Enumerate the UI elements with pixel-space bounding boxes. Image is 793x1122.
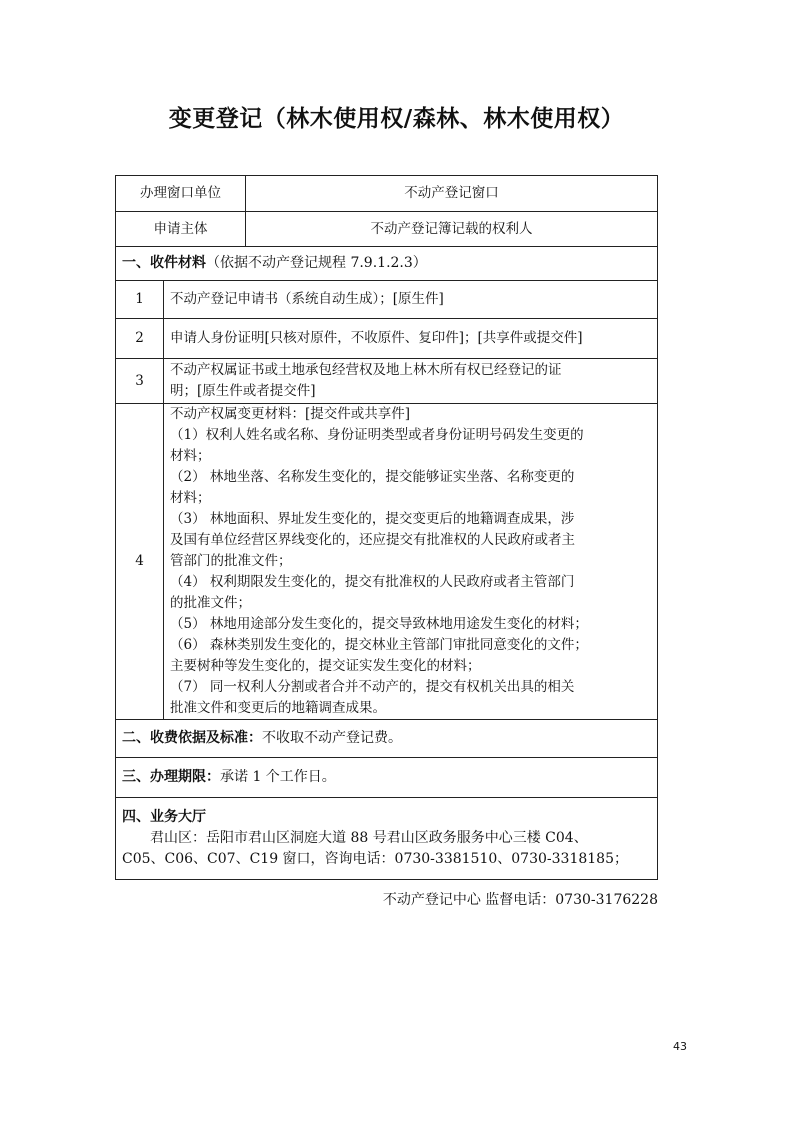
- section-fees-text: 不收取不动产登记费。: [262, 730, 402, 746]
- info-label-window: 办理窗口单位: [116, 176, 246, 212]
- material-number: 1: [116, 281, 164, 319]
- section-period: [116, 758, 658, 798]
- material-row-4: [116, 404, 658, 720]
- material-line: 及国有单位经营区界线变化的，还应提交有批准权的人民政府或者主: [170, 532, 575, 548]
- material-line: 不动产权属变更材料：[提交件或共享件]: [170, 406, 411, 422]
- section-period-heading: 三、办理期限：: [122, 769, 220, 785]
- section-hall-row: [116, 798, 658, 880]
- material-line: 管部门的批准文件；: [170, 553, 292, 569]
- material-line: 不动产登记申请书（系统自动生成）；[原生件]: [170, 291, 444, 307]
- material-number: 2: [116, 319, 164, 359]
- section-hall-heading: 四、业务大厅: [122, 809, 206, 825]
- section-fees-row: [116, 720, 658, 758]
- section-hall-line: C05、C06、C07、C19 窗口，咨询电话：0730-3381510、0730-3318185；: [122, 851, 628, 867]
- section-materials-note: （依据不动产登记规程 7.9.1.2.3）: [206, 255, 427, 271]
- material-line: 批准文件和变更后的地籍调查成果。: [170, 700, 386, 716]
- section-fees-heading: 二、收费依据及标准：: [122, 730, 262, 746]
- material-line: （6） 森林类别发生变化的，提交林业主管部门审批同意变化的文件；: [170, 637, 588, 653]
- material-line: 明；[原生件或者提交件]: [170, 383, 316, 399]
- material-text: [164, 319, 658, 359]
- section-hall-line: 君山区：岳阳市君山区洞庭大道 88 号君山区政务服务中心三楼 C04、: [150, 830, 588, 846]
- supervision-footer: 不动产登记中心 监督电话：0730-3176228: [382, 892, 658, 908]
- material-line: 主要树种等发生变化的，提交证实发生变化的材料；: [170, 658, 481, 674]
- material-line: （3） 林地面积、界址发生变化的，提交变更后的地籍调查成果，涉: [170, 511, 575, 527]
- page-title: 变更登记（林木使用权/森林、林木使用权）: [168, 106, 625, 132]
- material-line: 不动产权属证书或土地承包经营权及地上林木所有权已经登记的证: [170, 362, 562, 378]
- material-line: （1）权利人姓名或名称、身份证明类型或者身份证明号码发生变更的: [170, 427, 584, 443]
- material-line: （4） 权利期限发生变化的，提交有批准权的人民政府或者主管部门: [170, 574, 575, 590]
- material-row-1: [116, 281, 658, 319]
- material-line: （2） 林地坐落、名称发生变化的，提交能够证实坐落、名称变更的: [170, 469, 575, 485]
- info-value-window: 不动产登记窗口: [246, 176, 658, 212]
- info-label-applicant: 申请主体: [116, 212, 246, 247]
- info-row-window: [116, 176, 658, 212]
- section-materials-heading: 一、收件材料: [122, 255, 206, 271]
- material-line: （7） 同一权利人分割或者合并不动产的，提交有权机关出具的相关: [170, 679, 575, 695]
- material-line: 申请人身份证明[只核对原件，不收原件、复印件]；[共享件或提交件]: [170, 330, 583, 346]
- material-text: [164, 281, 658, 319]
- info-row-applicant: [116, 212, 658, 247]
- section-materials-row: [116, 247, 658, 281]
- material-row-2: [116, 319, 658, 359]
- section-hall: [116, 798, 658, 880]
- material-line: 材料；: [170, 448, 211, 464]
- material-row-3: [116, 359, 658, 404]
- material-number: 4: [116, 404, 164, 720]
- material-line: （5） 林地用途部分发生变化的，提交导致林地用途发生变化的材料；: [170, 616, 588, 632]
- material-number: 3: [116, 359, 164, 404]
- registration-table: [115, 175, 658, 880]
- section-materials: [116, 247, 658, 281]
- material-line: 材料；: [170, 490, 211, 506]
- material-text: [164, 404, 658, 720]
- material-line: 的批准文件；: [170, 595, 251, 611]
- section-period-row: [116, 758, 658, 798]
- page-number: 43: [673, 1040, 687, 1053]
- info-value-applicant: 不动产登记簿记载的权利人: [246, 212, 658, 247]
- material-text: [164, 359, 658, 404]
- section-period-text: 承诺 1 个工作日。: [220, 769, 336, 785]
- section-fees: [116, 720, 658, 758]
